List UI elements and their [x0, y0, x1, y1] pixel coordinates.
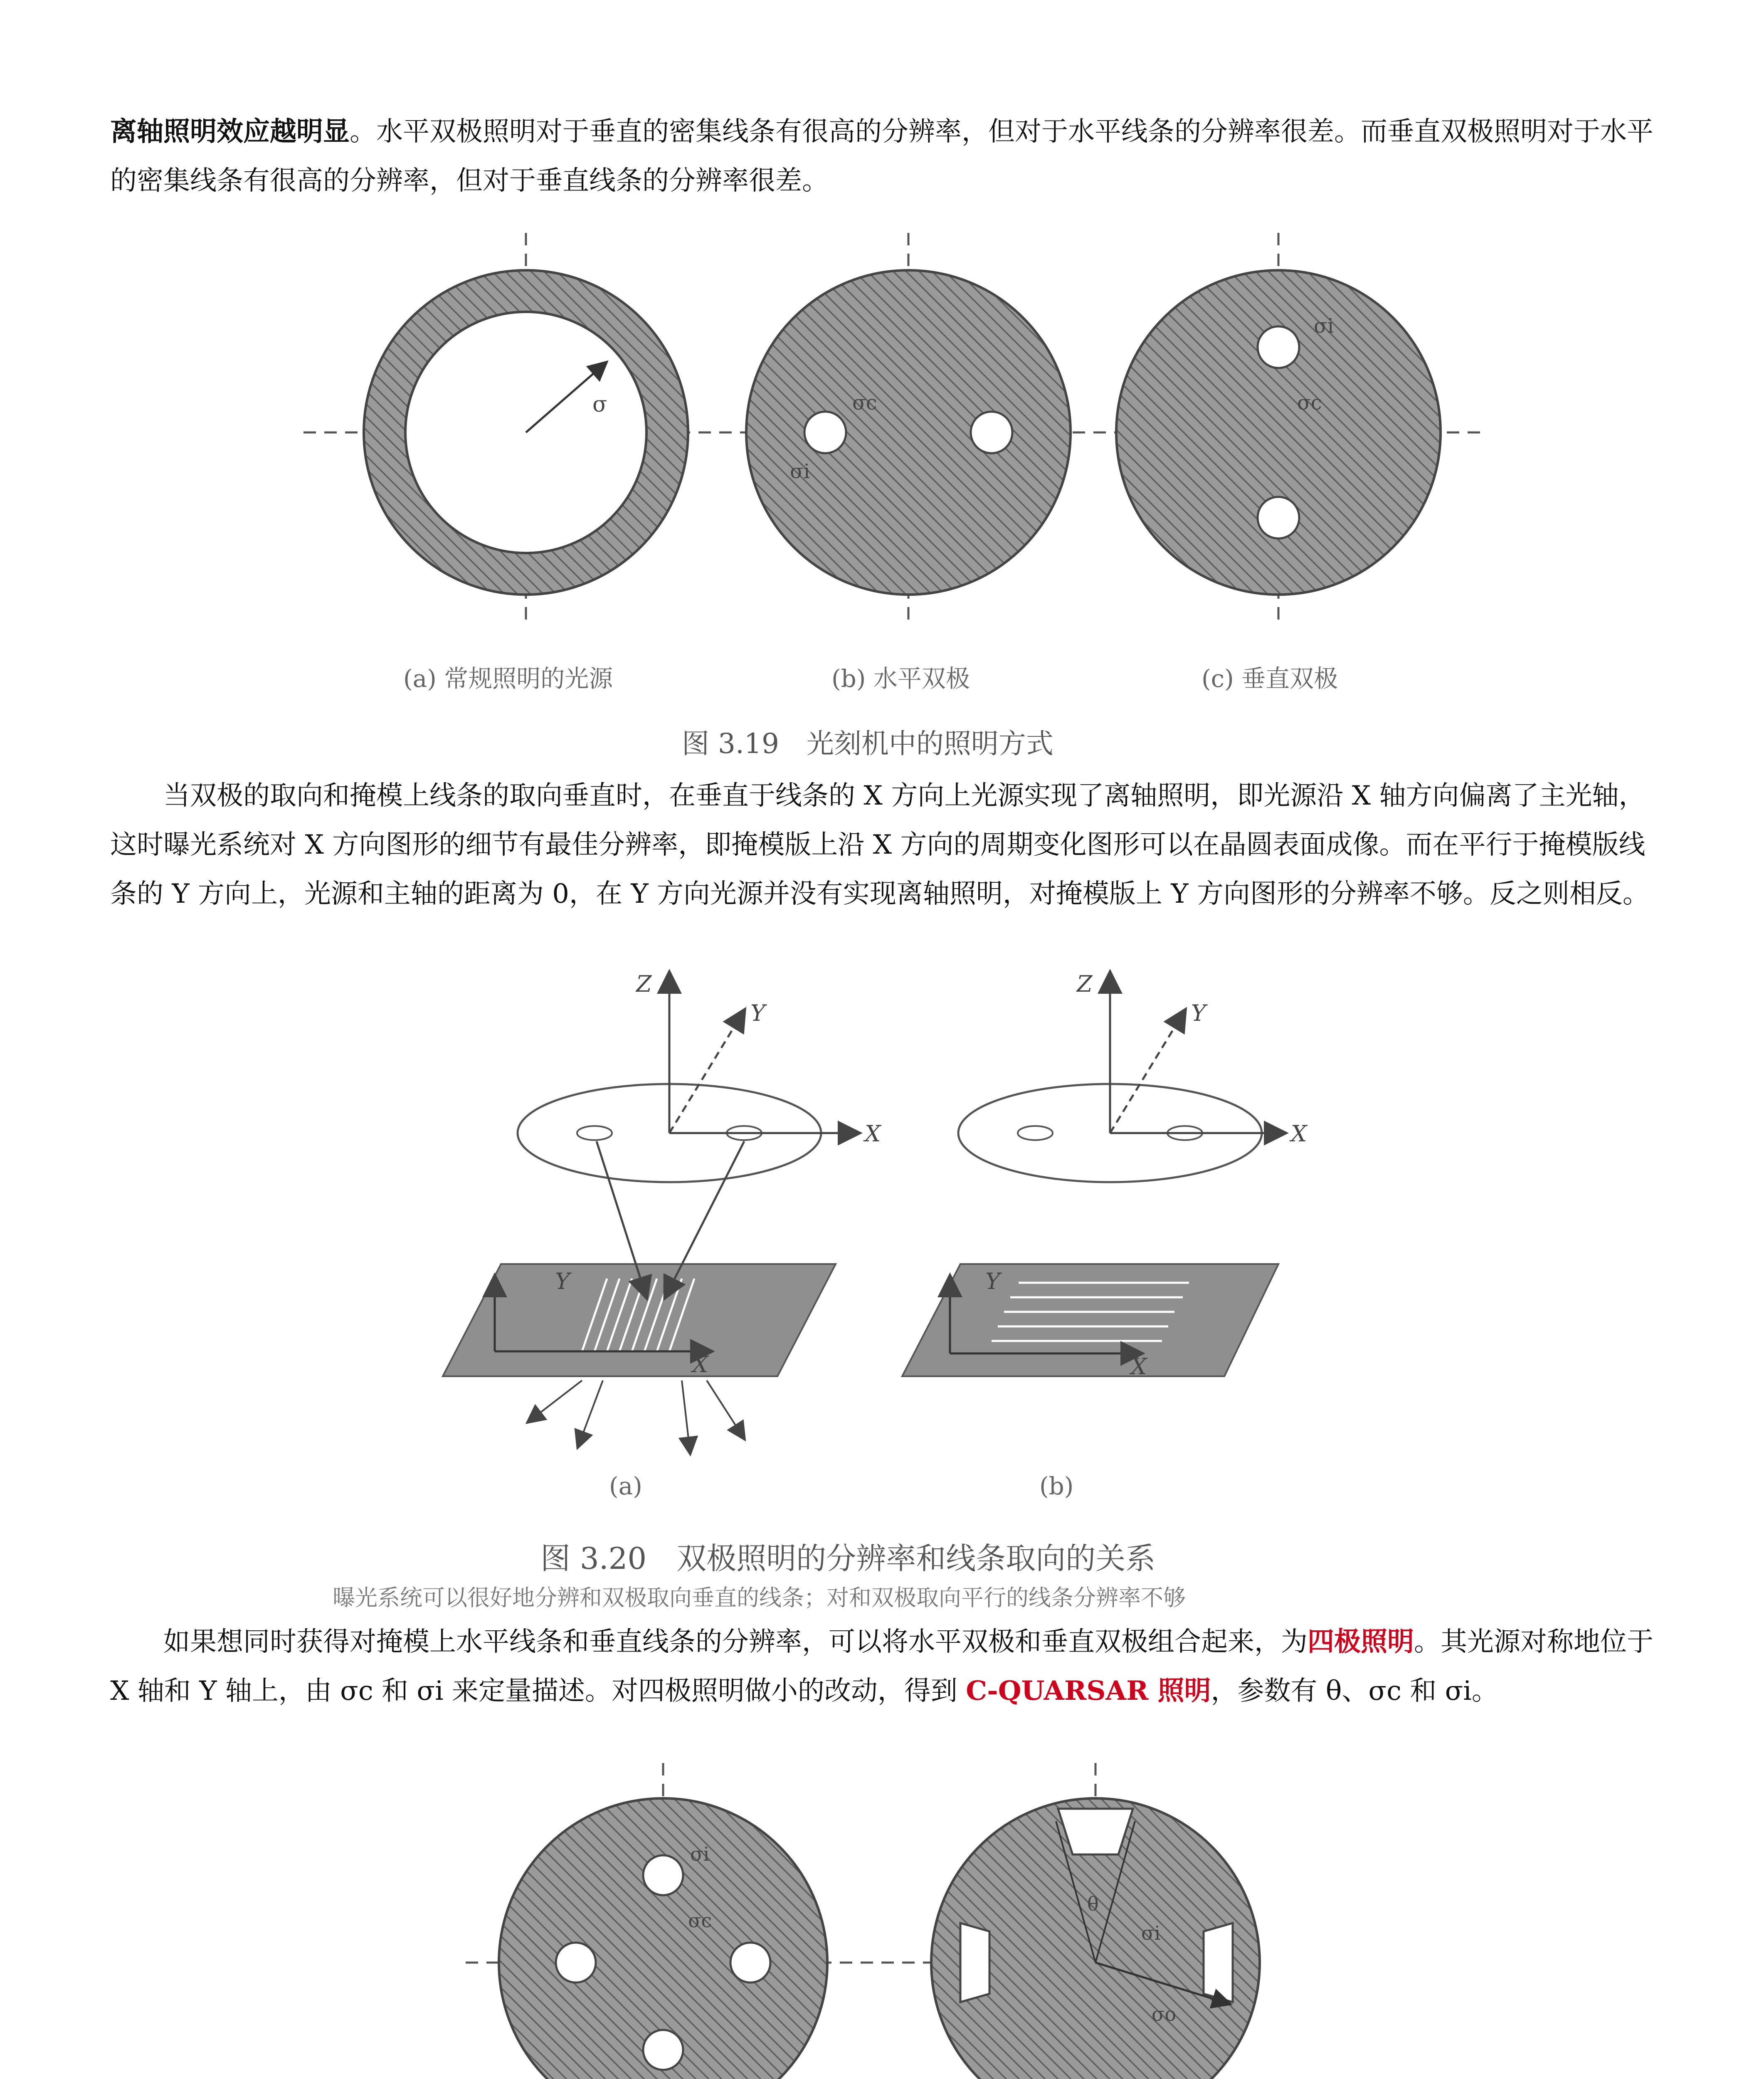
axis-y-label-b: Y — [1191, 1000, 1206, 1026]
axis-z-label-a: Z — [636, 971, 652, 997]
paragraph-text-1: 如果想同时获得对掩模上水平线条和垂直线条的分辨率，可以将水平双极和垂直双极组合起来，为 — [163, 1627, 1308, 1657]
plane-x-label-a: X — [692, 1351, 708, 1378]
paragraph-text-2: 。其光源对称地位于 X 轴和 Y 轴上，由 σc 和 σi 来定量描述。对四极照明做小的改动，得到 — [110, 1627, 1653, 1706]
paragraph-dipole-orientation: 当双极的取向和掩模上线条的取向垂直时，在垂直于线条的 X 方向上光源实现了离轴照明，即光源沿 X 轴方向偏离了主光轴，这时曝光系统对 X 方向图形的细节有最佳分辨率，即掩模版上沿 X 方向的周期变化图形可以在晶圆表面成像。而在平行于掩模版线条的 Y 方向上，光源和主轴的距离为 0，在 Y 方向光源并没有实现离轴照明，对掩模版上 Y 方向图形的分辨率不够。反之则相反。 — [110, 780, 1649, 909]
paragraph-text: 。水平双极照明对于垂直的密集线条有很高的分辨率，但对于水平线条的分辨率很差。而垂直双极照明对于水平的密集线条有很高的分辨率，但对于垂直线条的分辨率很差。 — [110, 116, 1653, 196]
axis-x-label-a: X — [865, 1121, 881, 1147]
fig319-sub-a: (a) 常规照明的光源 — [403, 664, 613, 693]
paragraph-text-3: ，参数有 θ、σc 和 σi。 — [1211, 1676, 1498, 1706]
highlight-quadrupole: 四极照明 — [1308, 1626, 1414, 1657]
sigma-c-label-a: σc — [688, 1909, 712, 1932]
sigma-i-label-b: σi — [1141, 1922, 1161, 1944]
bold-phrase: 离轴照明效应越明显 — [110, 116, 350, 147]
sigma-i-label: σi — [790, 460, 810, 483]
fig319-caption: 图 3.19 光刻机中的照明方式 — [682, 728, 1053, 760]
fig319-sub-b: (b) 水平双极 — [831, 664, 970, 693]
sigma-label: σ — [592, 392, 607, 417]
axis-z-label-b: Z — [1077, 971, 1093, 997]
fig319-sub-c: (c) 垂直双极 — [1201, 664, 1338, 693]
fig320-sub-b: (b) — [1039, 1472, 1074, 1500]
plane-y-label-a: Y — [555, 1268, 570, 1294]
plane-y-label-b: Y — [985, 1268, 1000, 1294]
sigma-c-label: σc — [852, 391, 877, 415]
axis-x-label-b: X — [1291, 1121, 1307, 1147]
plane-x-label-b: X — [1131, 1353, 1147, 1380]
sigma-i-label-c: σi — [1314, 314, 1334, 338]
sigma-i-label-a: σi — [690, 1843, 710, 1865]
c-quarsar-source — [931, 1798, 1260, 2079]
fig320-sub-a: (a) — [609, 1472, 642, 1500]
fig320-caption: 图 3.20 双极照明的分辨率和线条取向的关系 — [540, 1541, 1156, 1576]
sigma-c-label-c: σc — [1297, 391, 1322, 415]
highlight-c-quarsar: C-QUARSAR 照明 — [966, 1675, 1211, 1706]
quadrupole-source — [499, 1798, 827, 2079]
sigma-o-label-b: σo — [1152, 2003, 1177, 2025]
fig320-note: 曝光系统可以很好地分辨和双极取向垂直的线条；对和双极取向平行的线条分辨率不够 — [333, 1585, 1186, 1611]
theta-label: θ — [1087, 1893, 1099, 1915]
axis-y-label-a: Y — [750, 1000, 765, 1026]
